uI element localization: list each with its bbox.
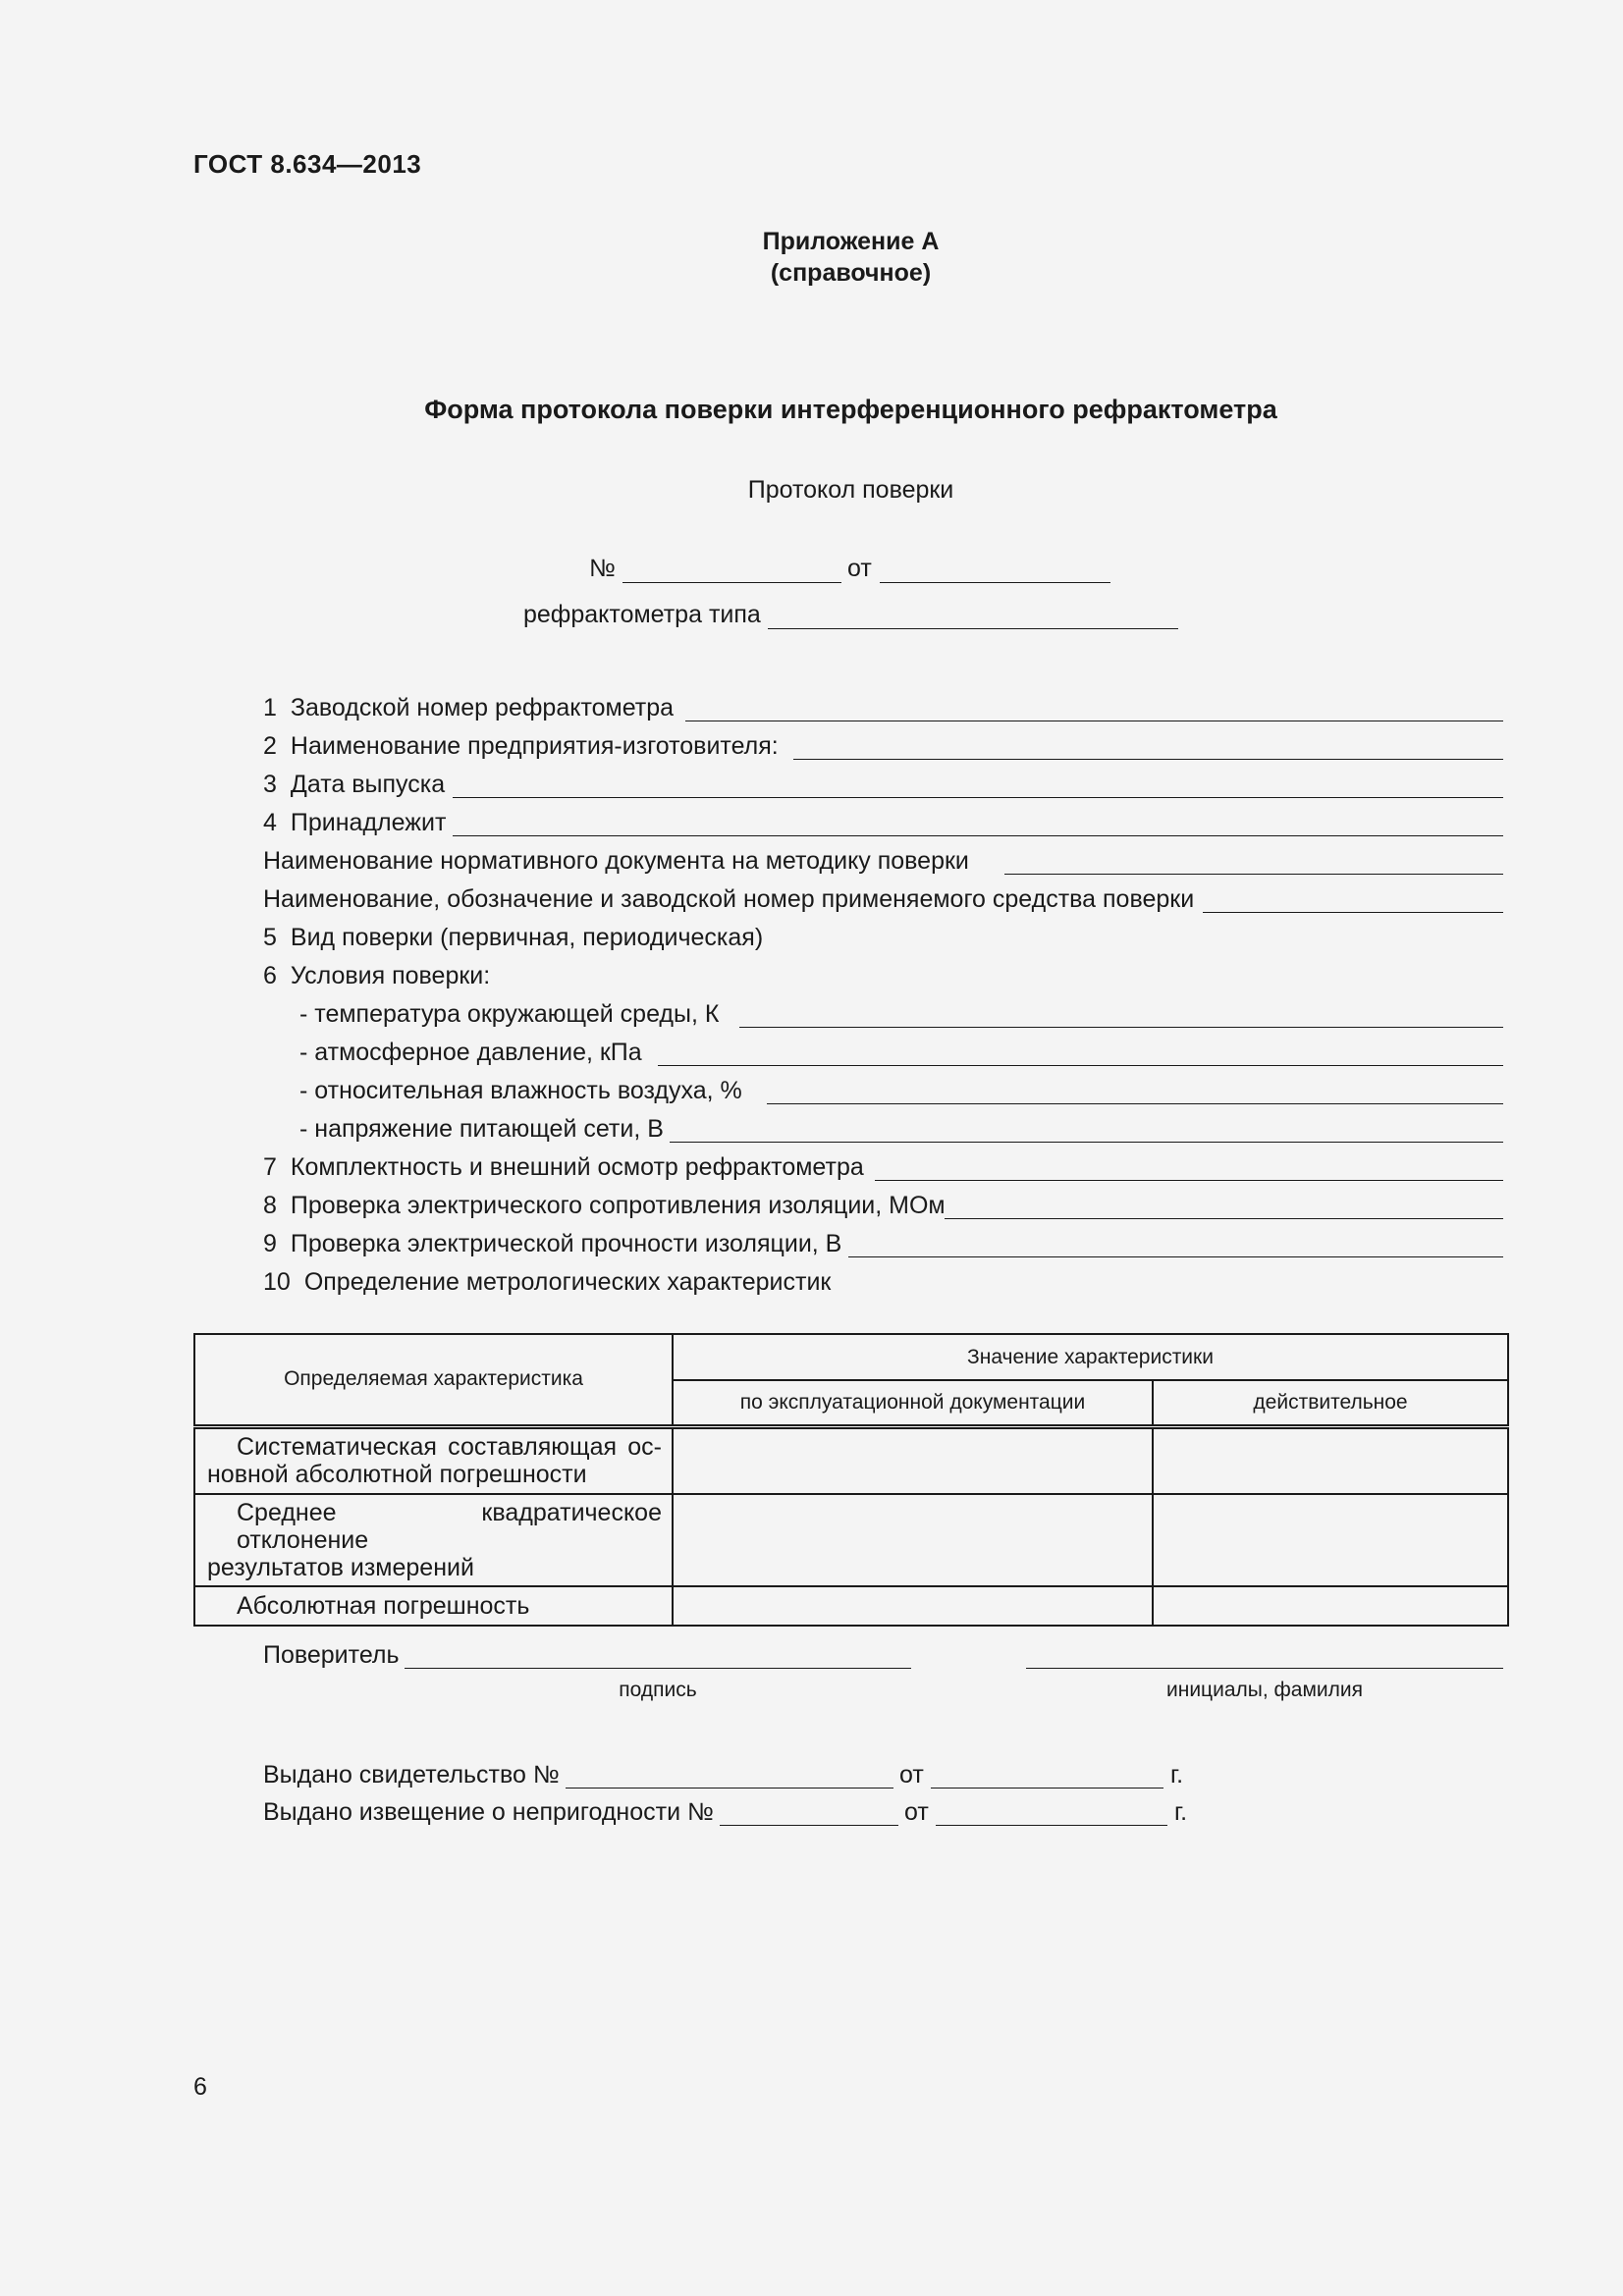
row-characteristic-label: [194, 1586, 673, 1626]
item-7: [263, 1153, 864, 1182]
doc-value-cell[interactable]: [673, 1586, 1153, 1626]
humidity-field[interactable]: [767, 1103, 1503, 1104]
notice-from-label: от: [904, 1798, 929, 1826]
condition-humidity-label: - относительная влажность воздуха, %: [299, 1077, 742, 1104]
condition-temperature: [299, 1000, 719, 1029]
normative-document-field[interactable]: [1004, 874, 1503, 875]
item-2-label: Наименование предприятия-изготовителя:: [290, 732, 779, 760]
row-label-line: Среднее квадратическое отклонение: [237, 1499, 662, 1554]
document-id: ГОСТ 8.634—2013: [193, 149, 422, 179]
protocol-number-field[interactable]: [622, 582, 841, 583]
item-10-number: 10: [263, 1268, 291, 1296]
item-9: [263, 1230, 841, 1258]
item-3-label: Дата выпуска: [290, 771, 446, 798]
row-label-line: Систематическая составляющая ос-: [237, 1433, 662, 1462]
condition-pressure: [299, 1039, 642, 1067]
item-10: [263, 1268, 831, 1297]
item-6: [263, 962, 490, 990]
header-characteristic: Определяемая характеристика: [194, 1334, 673, 1426]
item-9-label: Проверка электрической прочности изоляции, В: [290, 1230, 842, 1257]
protocol-number-label: №: [589, 555, 616, 582]
verifier-label: Поверитель: [263, 1641, 400, 1669]
name-field[interactable]: [1026, 1668, 1503, 1669]
item-5: [263, 924, 763, 952]
condition-pressure-label: - атмосферное давление, кПа: [299, 1039, 642, 1066]
condition-voltage: [299, 1115, 664, 1144]
item-6-label: Условия поверки:: [290, 962, 491, 989]
protocol-title: Протокол поверки: [747, 476, 954, 504]
item-8: [263, 1192, 946, 1220]
item-3-number: 3: [263, 771, 277, 798]
release-date-field[interactable]: [453, 797, 1503, 798]
protocol-date-label: от: [847, 555, 872, 582]
verification-means-row: [263, 885, 1194, 914]
item-4: [263, 809, 446, 837]
page-number: 6: [193, 2073, 207, 2101]
verification-means-field[interactable]: [1203, 912, 1503, 913]
row-label-line: результатов измерений: [207, 1554, 474, 1581]
row-characteristic-label: [194, 1494, 673, 1586]
protocol-date-field[interactable]: [880, 582, 1110, 583]
certificate-from-label: от: [899, 1761, 924, 1789]
actual-value-cell[interactable]: [1153, 1426, 1508, 1494]
item-5-label: Вид поверки (первичная, периодическая): [290, 924, 764, 951]
appendix-subtitle: (справочное): [770, 259, 932, 287]
item-6-number: 6: [263, 962, 277, 989]
item-9-number: 9: [263, 1230, 277, 1257]
item-2-number: 2: [263, 732, 277, 760]
refractometer-type-label: рефрактометра типа: [523, 601, 761, 628]
certificate-date-field[interactable]: [931, 1788, 1163, 1789]
item-3: [263, 771, 445, 799]
table-row: [194, 1426, 1508, 1494]
signature-caption: подпись: [619, 1679, 697, 1701]
item-1-number: 1: [263, 694, 277, 721]
table-row: [194, 1494, 1508, 1586]
condition-voltage-label: - напряжение питающей сети, В: [299, 1115, 664, 1143]
form-title: Форма протокола поверки интерференционного рефрактометра: [424, 395, 1277, 424]
item-1-label: Заводской номер рефрактометра: [290, 694, 675, 721]
certificate-label: Выдано свидетельство №: [263, 1761, 560, 1789]
row-label-line: новной абсолютной погрешности: [207, 1461, 587, 1489]
notice-date-field[interactable]: [936, 1825, 1167, 1826]
header-actual-value: действительное: [1153, 1380, 1508, 1426]
owner-field[interactable]: [453, 835, 1503, 836]
item-10-label: Определение метрологических характеристик: [303, 1268, 832, 1296]
insulation-resistance-field[interactable]: [945, 1218, 1503, 1219]
normative-document-label: Наименование нормативного документа на методику поверки: [263, 847, 969, 875]
actual-value-cell[interactable]: [1153, 1494, 1508, 1586]
header-value: Значение характеристики: [673, 1334, 1508, 1380]
doc-value-cell[interactable]: [673, 1426, 1153, 1494]
name-caption: инициалы, фамилия: [1166, 1679, 1363, 1701]
actual-value-cell[interactable]: [1153, 1586, 1508, 1626]
insulation-strength-field[interactable]: [848, 1256, 1503, 1257]
item-7-label: Комплектность и внешний осмотр рефрактометра: [290, 1153, 864, 1181]
notice-number-field[interactable]: [720, 1825, 898, 1826]
signature-field[interactable]: [405, 1668, 911, 1669]
item-5-number: 5: [263, 924, 277, 951]
item-7-number: 7: [263, 1153, 277, 1181]
characteristics-table: [193, 1333, 1509, 1627]
item-2: [263, 732, 779, 761]
certificate-number-field[interactable]: [566, 1788, 893, 1789]
condition-humidity: [299, 1077, 742, 1105]
row-label-line: Абсолютная погрешность: [237, 1592, 530, 1620]
item-4-number: 4: [263, 809, 277, 836]
appendix-title: Приложение А: [762, 228, 940, 255]
temperature-field[interactable]: [739, 1027, 1503, 1028]
item-8-label: Проверка электрического сопротивления изоляции, МОм: [290, 1192, 946, 1219]
doc-value-cell[interactable]: [673, 1494, 1153, 1586]
completeness-field[interactable]: [875, 1180, 1503, 1181]
voltage-field[interactable]: [670, 1142, 1503, 1143]
certificate-year-suffix: г.: [1170, 1761, 1184, 1789]
normative-document-row: [263, 847, 969, 876]
item-8-number: 8: [263, 1192, 277, 1219]
row-characteristic-label: [194, 1426, 673, 1494]
item-1: [263, 694, 674, 722]
table-row: [194, 1586, 1508, 1626]
notice-label: Выдано извещение о непригодности №: [263, 1798, 714, 1826]
notice-year-suffix: г.: [1174, 1798, 1188, 1826]
manufacturer-field[interactable]: [793, 759, 1503, 760]
pressure-field[interactable]: [658, 1065, 1503, 1066]
condition-temperature-label: - температура окружающей среды, К: [299, 1000, 720, 1028]
item-4-label: Принадлежит: [290, 809, 447, 836]
header-doc-value: по эксплуатационной документации: [673, 1380, 1153, 1426]
verification-means-label: Наименование, обозначение и заводской номер применяемого средства поверки: [263, 885, 1195, 913]
refractometer-type-field[interactable]: [768, 628, 1178, 629]
